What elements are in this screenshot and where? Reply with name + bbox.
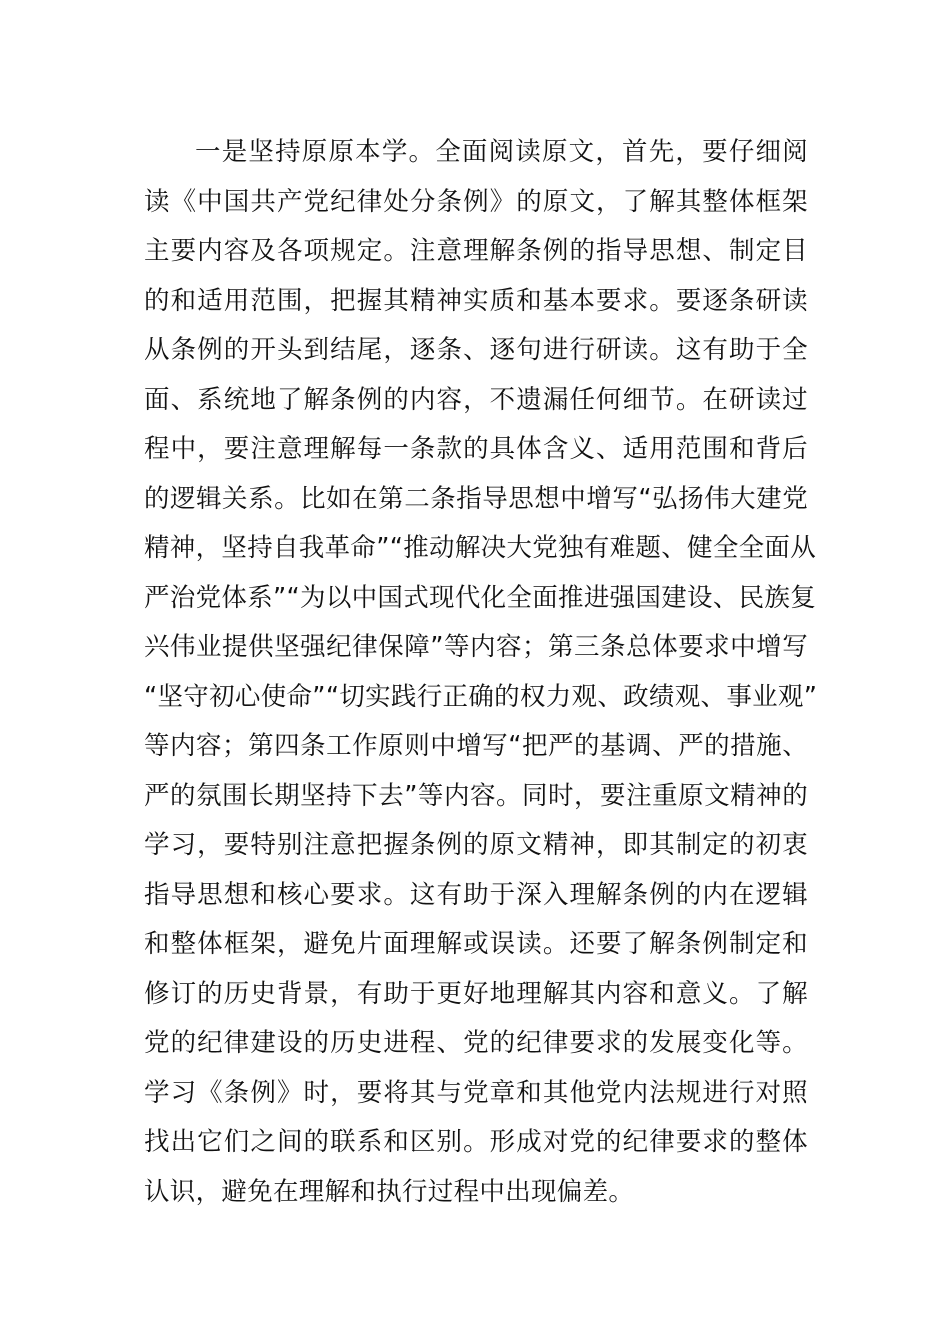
paragraph-line: 从条例的开头到结尾，逐条、逐句进行研读。这有助于全 [144,335,808,365]
paragraph-line: 的和适用范围，把握其精神实质和基本要求。要逐条研读 [144,285,808,316]
paragraph-line: 读《中国共产党纪律处分条例》的原文，了解其整体框架 [144,186,808,217]
paragraph-line: 学习《条例》时，要将其与党章和其他党内法规进行对照 [144,1077,808,1108]
paragraph-line: 一是坚持原原本学。全面阅读原文，首先，要仔细阅 [195,137,808,167]
paragraph-line: 修订的历史背景，有助于更好地理解其内容和意义。了解 [144,978,808,1009]
paragraph-line: 指导思想和核心要求。这有助于深入理解条例的内在逻辑 [144,879,808,910]
paragraph-line: 面、系统地了解条例的内容，不遗漏任何细节。在研读过 [144,384,808,415]
paragraph-line: 学习，要特别注意把握条例的原文精神，即其制定的初衷 [144,830,808,860]
paragraph-line: 主要内容及各项规定。注意理解条例的指导思想、制定目 [144,236,808,266]
paragraph-line: 和整体框架，避免片面理解或误读。还要了解条例制定和 [144,929,808,959]
body-paragraph [144,128,818,1217]
paragraph-line: 严的氛围长期坚持下去”等内容。同时，要注重原文精神的 [144,780,808,811]
paragraph-line: 程中，要注意理解每一条款的具体含义、适用范围和背后 [144,434,808,464]
paragraph-line: 的逻辑关系。比如在第二条指导思想中增写“弘扬伟大建党 [144,483,808,514]
paragraph-line: 等内容；第四条工作原则中增写“把严的基调、严的措施、 [144,731,808,761]
paragraph-line: 找出它们之间的联系和区别。形成对党的纪律要求的整体 [144,1127,808,1157]
paragraph-line: 精神，坚持自我革命”“推动解决大党独有难题、健全全面从 [144,533,817,563]
paragraph-line: “坚守初心使命”“切实践行正确的权力观、政绩观、事业观” [144,681,818,712]
paragraph-line: 兴伟业提供坚强纪律保障”等内容；第三条总体要求中增写 [144,632,808,662]
paragraph-line: 党的纪律建设的历史进程、党的纪律要求的发展变化等。 [144,1028,808,1058]
paragraph-line: 认识，避免在理解和执行过程中出现偏差。 [144,1176,635,1207]
paragraph-line: 严治党体系”“为以中国式现代化全面推进强国建设、民族复 [144,582,817,613]
